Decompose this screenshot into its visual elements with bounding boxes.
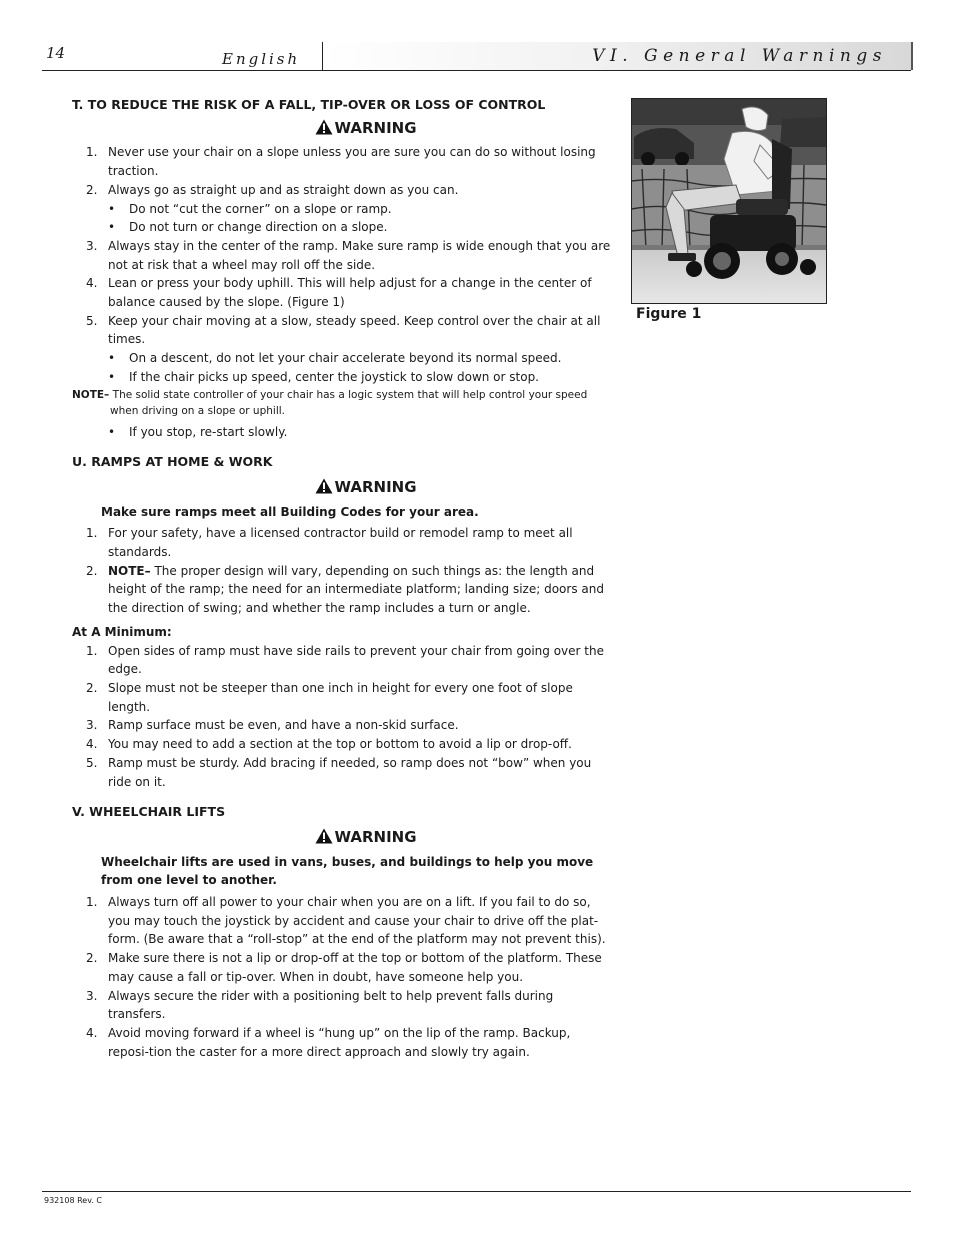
wheelchair-user-illustration (632, 99, 826, 303)
page-number: 14 (46, 44, 66, 62)
language-label: English (222, 50, 301, 68)
controller-note: NOTE– The solid state controller of your chair has a logic system that will help control your speed (72, 388, 588, 401)
header-rule (42, 70, 911, 71)
section-t-list-cont (72, 237, 612, 349)
bullet-item: • Do not turn or change direction on a slope. (72, 218, 612, 237)
list-item: 4. You may need to add a section at the top or bottom to avoid a lip or drop-off. (86, 737, 572, 752)
list-item: 3. Ramp surface must be even, and have a non-skid surface. (86, 718, 459, 733)
figure-caption: Figure 1 (636, 306, 702, 322)
list-item: 4. Lean or press your body uphill. This will help adjust for a change in the center of balance caused by the slope. (Figure 1) (86, 276, 592, 310)
figure-1-photo (631, 98, 827, 304)
section-t-heading: T. TO REDUCE THE RISK OF A FALL, TIP-OVER OR LOSS OF CONTROL (72, 97, 546, 112)
main-column (72, 96, 612, 1061)
section-t-bullets-5 (72, 349, 612, 386)
warning-heading: WARNING (120, 828, 612, 847)
minimum-label: At A Minimum: (72, 624, 172, 639)
warning-heading: WARNING (120, 478, 612, 497)
minimum-list (72, 642, 612, 792)
section-v-heading: V. WHEELCHAIR LIFTS (72, 804, 226, 820)
section-t-bullets-note (72, 423, 612, 442)
list-item: 3. Always stay in the center of the ramp. Make sure ramp is wide enough that you are not at risk that a wheel may roll off the side. (86, 238, 611, 272)
list-item: 3. Always secure the rider with a positioning belt to help prevent falls during transfers. (86, 988, 554, 1022)
footer-rule (42, 1191, 911, 1192)
list-item: 5. Keep your chair moving at a slow, steady speed. Keep control over the chair at all times. (86, 313, 601, 347)
list-item: 2. Always go as straight up and as straight down as you can. (86, 182, 459, 197)
lifts-subtext: Wheelchair lifts are used in vans, buses, and buildings to help you move from one level to another. (101, 854, 594, 888)
warning-triangle-icon (315, 828, 333, 844)
section-t-bullets-2 (72, 200, 612, 237)
section-t-list (72, 143, 612, 199)
list-item: 1. Open sides of ramp must have side rails to prevent your chair from going over the edge. (86, 643, 604, 677)
section-u-list (72, 524, 612, 618)
document-number: 932108 Rev. C (44, 1196, 102, 1205)
chapter-title: VI. General Warnings (592, 46, 887, 66)
warning-triangle-icon (315, 478, 333, 494)
bullet-item: • If the chair picks up speed, center the joystick to slow down or stop. (72, 368, 612, 387)
chapter-title-bar (322, 42, 913, 70)
section-u-heading: U. RAMPS AT HOME & WORK (72, 454, 273, 470)
list-item: 1. Never use your chair on a slope unless you are sure you can do so without losing traction. (86, 145, 596, 179)
list-item: 4. Avoid moving forward if a wheel is “hung up” on the lip of the ramp. Backup, reposi-tion the caster for a more direct approach and slowly try again. (86, 1025, 571, 1059)
warning-heading: WARNING (120, 119, 612, 138)
list-item: 5. Ramp must be sturdy. Add bracing if needed, so ramp does not “bow” when you ride on it. (86, 755, 592, 789)
bullet-item: • If you stop, re-start slowly. (72, 423, 612, 442)
bullet-item: • On a descent, do not let your chair accelerate beyond its normal speed. (72, 349, 612, 368)
section-v-list (72, 893, 612, 1061)
list-item: 2. Make sure there is not a lip or drop-off at the top or bottom of the platform. These may cause a fall or tip-over. When in doubt, have someone help you. (86, 951, 602, 984)
ramps-subtext: Make sure ramps meet all Building Codes for your area. (101, 504, 479, 519)
warning-triangle-icon (315, 119, 333, 135)
list-item: 2. Slope must not be steeper than one inch in height for every one foot of slope length. (86, 680, 573, 714)
list-item: 1. Always turn off all power to your chair when you are on a lift. If you fail to do so, you may touch the joystick by accident and cause your chair to drive off the plat-form. (Be aware that a “roll-stop” at the end of the platform may not prevent this). (86, 895, 606, 947)
controller-note-cont: when driving on a slope or uphill. (110, 404, 285, 417)
list-item: 1. For your safety, have a licensed contractor build or remodel ramp to meet all standards. (86, 526, 573, 560)
list-item: 2. NOTE– The proper design will vary, depending on such things as: the length and height of the ramp; the need for an intermediate platform; landing size; doors and the direction of swing; and whether the ramp includes a turn or angle. (86, 563, 604, 616)
bullet-item: • Do not “cut the corner” on a slope or ramp. (72, 200, 612, 219)
